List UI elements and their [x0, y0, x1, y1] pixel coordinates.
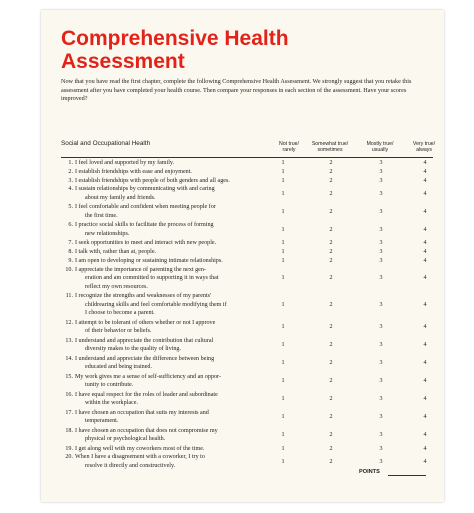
statement-line: new relationships.	[85, 230, 130, 237]
score-option-4[interactable]: 4	[423, 275, 427, 282]
item-number: 4.	[68, 186, 73, 193]
title-line-1: Comprehensive Health	[61, 27, 289, 50]
score-option-1[interactable]: 1	[281, 177, 285, 184]
score-option-4[interactable]: 4	[423, 413, 427, 420]
score-option-2[interactable]: 2	[329, 341, 333, 348]
item-number: 12.	[65, 319, 73, 326]
column-header-not-true: Not true/ rarely	[279, 141, 299, 153]
item-statement	[75, 373, 261, 390]
score-option-1[interactable]: 1	[281, 445, 285, 452]
statement-line: diversity makes to the quality of living.	[85, 346, 181, 352]
header-divider	[61, 157, 433, 158]
statement-line: eration and am committed to supporting it in ways that	[85, 275, 219, 282]
statement-line: When I have a disagreement with a coworker, I try to	[75, 454, 205, 461]
column-header-mostly-true: Mostly true/ usually	[366, 141, 394, 153]
score-option-3[interactable]: 3	[379, 258, 383, 264]
item-number: 13.	[65, 337, 73, 344]
score-option-2[interactable]: 2	[329, 168, 333, 175]
item-number: 17.	[65, 409, 73, 416]
statement-line: I recognize the strengths and weaknesses of my parents'	[75, 293, 212, 300]
item-number: 5.	[68, 204, 73, 211]
score-option-2[interactable]: 2	[329, 275, 333, 282]
statement-line: I am open to developing or sustaining intimate relationships.	[75, 258, 223, 264]
statement-line: I talk with, rather than at, people.	[75, 249, 157, 256]
score-option-1[interactable]: 1	[281, 160, 285, 166]
score-option-3[interactable]: 3	[379, 377, 383, 384]
score-option-4[interactable]: 4	[423, 168, 427, 175]
item-number: 3.	[68, 177, 73, 184]
score-option-3[interactable]: 3	[379, 226, 383, 233]
item-number: 19.	[65, 445, 73, 452]
item-statement	[75, 319, 261, 336]
item-number: 7.	[68, 240, 73, 247]
item-statement	[75, 159, 261, 167]
statement-line: I understand and appreciate the difference between being	[75, 355, 215, 362]
statement-line: tunity to contribute.	[85, 382, 134, 388]
item-number: 18.	[65, 427, 73, 434]
score-option-4[interactable]: 4	[423, 377, 427, 384]
score-option-4[interactable]: 4	[423, 258, 427, 264]
statement-line: I feel loved and supported by my family.	[75, 160, 175, 166]
item-statement	[75, 355, 261, 372]
score-option-2[interactable]: 2	[329, 240, 333, 247]
column-header-very-true: Very true/ always	[412, 141, 436, 153]
item-statement	[75, 239, 261, 247]
statement-line: I establish friendships with ease and enjoyment.	[75, 168, 192, 175]
score-option-4[interactable]: 4	[423, 240, 427, 247]
statement-line: of their behavior or beliefs.	[85, 328, 152, 334]
statement-line: I practice social skills to facilitate the process of forming	[75, 222, 214, 229]
score-option-4[interactable]: 4	[423, 458, 427, 465]
page-title	[61, 27, 441, 73]
points-label: POINTS	[359, 469, 380, 475]
score-option-1[interactable]: 1	[281, 190, 285, 197]
score-option-3[interactable]: 3	[379, 413, 383, 420]
item-number: 10.	[65, 266, 73, 273]
score-option-1[interactable]: 1	[281, 168, 285, 175]
item-number: 8.	[68, 249, 73, 256]
item-statement	[75, 203, 261, 220]
score-option-3[interactable]: 3	[379, 168, 383, 175]
item-number: 2.	[68, 168, 73, 175]
item-number: 1.	[68, 160, 73, 166]
statement-line: I get along well with my coworkers most of the time.	[75, 445, 205, 452]
score-option-1[interactable]: 1	[281, 275, 285, 282]
score-option-4[interactable]: 4	[423, 431, 427, 438]
statement-line: physical or psychological health.	[85, 436, 166, 442]
score-option-2[interactable]: 2	[329, 208, 333, 215]
item-statement	[75, 391, 261, 408]
score-option-3[interactable]: 3	[379, 445, 383, 452]
score-option-4[interactable]: 4	[423, 301, 427, 308]
statement-line: I have chosen an occupation that does not compromise my	[75, 427, 218, 434]
item-number: 9.	[68, 258, 73, 264]
item-statement	[75, 409, 261, 426]
item-number: 14.	[65, 355, 73, 362]
statement-line: I feel comfortable and confident when meeting people for	[75, 204, 216, 211]
score-option-3[interactable]: 3	[379, 301, 383, 308]
score-option-3[interactable]: 3	[379, 323, 383, 330]
score-option-4[interactable]: 4	[423, 359, 427, 366]
title-line-2: Assessment	[61, 50, 185, 73]
statement-line: about my family and friends.	[85, 194, 156, 201]
statement-line: reflect my own resources.	[85, 283, 148, 290]
score-option-1[interactable]: 1	[281, 431, 285, 438]
score-option-1[interactable]: 1	[281, 395, 285, 402]
score-option-2[interactable]: 2	[329, 301, 333, 308]
score-option-2[interactable]: 2	[329, 323, 333, 330]
item-statement	[75, 453, 261, 470]
item-number: 6.	[68, 222, 73, 229]
score-option-2[interactable]: 2	[329, 177, 333, 184]
score-option-1[interactable]: 1	[281, 301, 285, 308]
item-statement	[75, 266, 261, 291]
statement-line: I have chosen an occupation that suits my interests and	[75, 409, 209, 416]
item-number: 15.	[65, 373, 73, 380]
score-option-1[interactable]: 1	[281, 249, 285, 256]
statement-line: I choose to become a parent.	[85, 310, 155, 316]
score-option-2[interactable]: 2	[329, 160, 333, 166]
item-number: 16.	[65, 391, 73, 398]
score-option-1[interactable]: 1	[281, 226, 285, 233]
score-option-2[interactable]: 2	[329, 445, 333, 452]
statement-line: childrearing skills and feel comfortable modifying them if	[85, 301, 227, 308]
score-option-1[interactable]: 1	[281, 323, 285, 330]
score-option-1[interactable]: 1	[281, 359, 285, 366]
statement-line: My work gives me a sense of self-sufficiency and an oppor-	[75, 373, 221, 380]
item-statement	[75, 427, 261, 444]
score-option-2[interactable]: 2	[329, 226, 333, 233]
score-option-3[interactable]: 3	[379, 275, 383, 282]
column-header-somewhat-true: Somewhat true/ sometimes	[311, 141, 349, 153]
item-statement	[75, 185, 261, 202]
score-option-1[interactable]: 1	[281, 258, 285, 264]
score-option-4[interactable]: 4	[423, 249, 427, 256]
statement-line: educated and being trained.	[85, 364, 153, 370]
score-option-2[interactable]: 2	[329, 359, 333, 366]
score-option-4[interactable]: 4	[423, 160, 427, 166]
item-statement	[75, 337, 261, 354]
score-option-2[interactable]: 2	[329, 431, 333, 438]
item-statement	[75, 168, 261, 176]
score-option-3[interactable]: 3	[379, 359, 383, 366]
score-option-4[interactable]: 4	[423, 395, 427, 402]
score-option-3[interactable]: 3	[379, 431, 383, 438]
statement-line: I seek opportunities to meet and interact with new people.	[75, 240, 217, 247]
statement-line: I appreciate the importance of parenting the next gen-	[75, 266, 206, 273]
score-option-1[interactable]: 1	[281, 377, 285, 384]
item-statement	[75, 257, 261, 265]
score-option-3[interactable]: 3	[379, 160, 383, 166]
score-option-3[interactable]: 3	[379, 341, 383, 348]
assessment-page	[41, 10, 444, 502]
score-option-2[interactable]: 2	[329, 458, 333, 465]
statement-line: within the workplace.	[85, 400, 138, 406]
score-option-4[interactable]: 4	[423, 341, 427, 348]
score-option-3[interactable]: 3	[379, 208, 383, 215]
statement-line: the first time.	[85, 212, 118, 219]
statement-line: resolve it directly and constructively.	[85, 462, 176, 469]
score-option-4[interactable]: 4	[423, 177, 427, 184]
score-option-2[interactable]: 2	[329, 249, 333, 256]
score-option-3[interactable]: 3	[379, 395, 383, 402]
score-option-2[interactable]: 2	[329, 377, 333, 384]
score-option-1[interactable]: 1	[281, 458, 285, 465]
intro-paragraph: Now that you have read the first chapter, complete the following Comprehensive Health Assessment. We strongly suggest that you retake this assessment after you have completed your health course. Then compare your responses in each section of the assessment. Have your scores improved?	[61, 78, 412, 103]
score-option-4[interactable]: 4	[423, 226, 427, 233]
score-option-1[interactable]: 1	[281, 208, 285, 215]
score-option-1[interactable]: 1	[281, 240, 285, 247]
score-option-2[interactable]: 2	[329, 395, 333, 402]
statement-line: temperament.	[85, 418, 119, 424]
item-statement	[75, 177, 261, 185]
score-option-2[interactable]: 2	[329, 413, 333, 420]
score-option-2[interactable]: 2	[329, 190, 333, 197]
score-option-3[interactable]: 3	[379, 249, 383, 256]
score-option-1[interactable]: 1	[281, 413, 285, 420]
score-option-3[interactable]: 3	[379, 240, 383, 247]
score-option-4[interactable]: 4	[423, 190, 427, 197]
statement-line: I establish friendships with people of both genders and all ages.	[75, 177, 230, 184]
score-option-3[interactable]: 3	[379, 177, 383, 184]
points-blank[interactable]	[388, 475, 426, 476]
statement-line: I understand and appreciate the contribution that cultural	[75, 337, 214, 344]
statement-line: I have equal respect for the roles of leader and subordinate	[75, 391, 218, 398]
item-statement	[75, 292, 261, 317]
item-number: 20.	[65, 454, 73, 461]
statement-line: I sustain relationships by communicating with and caring	[75, 186, 215, 193]
score-option-4[interactable]: 4	[423, 323, 427, 330]
item-statement	[75, 248, 261, 256]
item-number: 11.	[65, 293, 73, 300]
item-statement	[75, 445, 261, 453]
score-option-3[interactable]: 3	[379, 458, 383, 465]
score-option-1[interactable]: 1	[281, 341, 285, 348]
score-option-4[interactable]: 4	[423, 445, 427, 452]
statement-line: I attempt to be tolerant of others whether or not I approve	[75, 319, 216, 326]
score-option-2[interactable]: 2	[329, 258, 333, 264]
score-option-3[interactable]: 3	[379, 190, 383, 197]
item-statement	[75, 221, 261, 238]
score-option-4[interactable]: 4	[423, 208, 427, 215]
section-heading: Social and Occupational Health	[61, 140, 151, 147]
